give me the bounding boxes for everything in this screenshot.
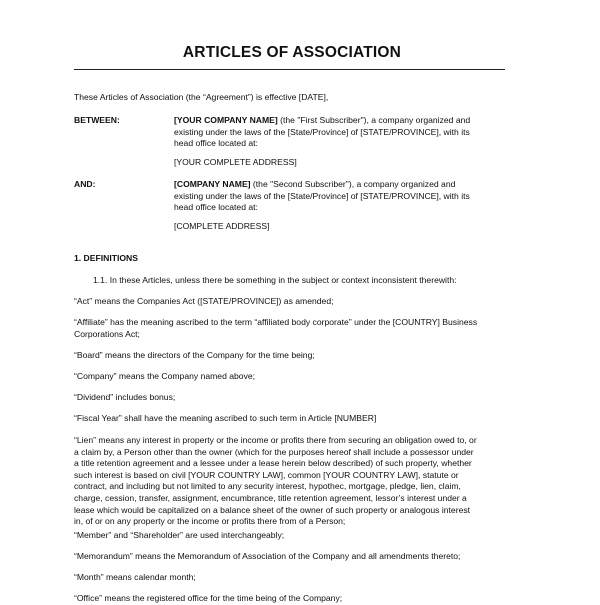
- definition-lien-line: contract, and including but not limited to any security interest, hypothec, mortgage, pledge, lien, claim,: [74, 481, 461, 492]
- second-subscriber-line-3: head office located at:: [174, 202, 258, 213]
- first-subscriber-block: [174, 115, 470, 150]
- definition-fiscal-year: “Fiscal Year” shall have the meaning ascribed to such term in Article [NUMBER]: [74, 413, 377, 423]
- first-subscriber-line-2: existing under the laws of the [State/Province] of [STATE/PROVINCE], with its: [174, 126, 470, 137]
- definition-lien-line: a title retention agreement and a lessee under a lease herein below described) of such property, whether: [74, 458, 472, 469]
- definition-affiliate-line-2: Corporations Act;: [74, 328, 140, 339]
- and-label: AND:: [74, 179, 96, 189]
- section-1-heading: 1. DEFINITIONS: [74, 253, 138, 263]
- second-subscriber-line-1-rest: (the "Second Subscriber"), a company organized and: [250, 179, 456, 189]
- intro-text: These Articles of Association (the “Agreement”) is effective [DATE],: [74, 92, 329, 102]
- first-subscriber-name: [YOUR COMPANY NAME]: [174, 115, 278, 125]
- definition-act: “Act” means the Companies Act ([STATE/PROVINCE]) as amended;: [74, 296, 334, 306]
- definition-lien-line: such interest is based on civil [YOUR COUNTRY LAW], common [YOUR COUNTRY LAW], statute or: [74, 469, 459, 480]
- definition-dividend: “Dividend” includes bonus;: [74, 392, 176, 402]
- definition-board: “Board” means the directors of the Company for the time being;: [74, 350, 315, 360]
- definition-memorandum: “Memorandum” means the Memorandum of Association of the Company and all amendments thereto;: [74, 551, 461, 561]
- definition-affiliate: [74, 317, 477, 340]
- definition-member: “Member” and “Shareholder” are used interchangeably;: [74, 530, 285, 540]
- definition-lien-line: in, of or on any property or the income or profits there from of a Person;: [74, 516, 346, 527]
- definition-lien-line: a claim by, a Person other than the owner (which for the purposes hereof shall include a possessor under: [74, 446, 474, 457]
- second-subscriber-line-1: [174, 179, 470, 191]
- definition-company: “Company” means the Company named above;: [74, 371, 256, 381]
- definition-lien-line: “Lien” means any interest in property or the income or profits there from securing an obligation owed to, or: [74, 435, 477, 445]
- definition-affiliate-line-1: “Affiliate” has the meaning ascribed to the term “affiliated body corporate” under the [COUNTRY] Business: [74, 317, 478, 327]
- document-title: ARTICLES OF ASSOCIATION: [182, 44, 402, 61]
- first-subscriber-address: [YOUR COMPLETE ADDRESS]: [174, 157, 297, 167]
- first-subscriber-line-1-rest: (the "First Subscriber"), a company organized and: [277, 115, 471, 125]
- first-subscriber-line-3: head office located at:: [174, 138, 258, 149]
- definition-lien: [74, 435, 477, 528]
- title-divider: [74, 69, 505, 70]
- second-subscriber-address: [COMPLETE ADDRESS]: [174, 221, 270, 231]
- definition-month: “Month” means calendar month;: [74, 572, 196, 582]
- second-subscriber-line-2: existing under the laws of the [State/Province] of [STATE/PROVINCE], with its: [174, 190, 470, 201]
- second-subscriber-block: [174, 179, 470, 214]
- definition-lien-line: lease which would be capitalized on a balance sheet of the owner of such property or analogous interest: [74, 504, 471, 515]
- first-subscriber-line-1: [174, 115, 470, 127]
- clause-1-1: 1.1. In these Articles, unless there be something in the subject or context inconsistent therewith:: [93, 275, 457, 285]
- second-subscriber-name: [COMPANY NAME]: [174, 179, 251, 189]
- between-label: BETWEEN:: [74, 115, 120, 125]
- definition-office: “Office” means the registered office for the time being of the Company;: [74, 593, 343, 603]
- definition-lien-line: charge, cession, transfer, assignment, encumbrance, title retention agreement, lessor’s interest under a: [74, 492, 467, 503]
